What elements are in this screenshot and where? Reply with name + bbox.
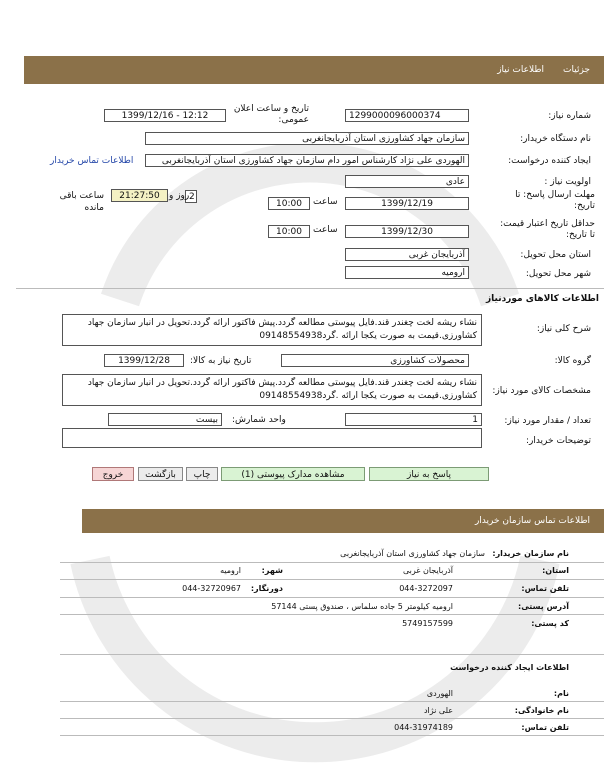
breadcrumb-root[interactable]: جزئیات: [563, 65, 590, 75]
spec-label: مشخصات کالای مورد نیاز:: [492, 386, 591, 396]
need-number-label: شماره نیاز:: [548, 111, 591, 121]
city-label: شهر محل تحویل:: [525, 269, 591, 279]
creator-name: الهوردی: [426, 689, 453, 698]
back-button[interactable]: بازگشت: [138, 467, 183, 481]
exit-button[interactable]: خروج: [92, 467, 134, 481]
contact-bar: [82, 509, 604, 533]
qty-label: تعداد / مقدار مورد نیاز:: [504, 416, 591, 426]
announce-label: تاریخ و ساعت اعلان عمومی:: [233, 104, 309, 125]
buyer-contact-link[interactable]: اطلاعات تماس خریدار: [50, 156, 134, 166]
desc-label: شرح کلی نیاز:: [536, 324, 591, 334]
days-label: روز و: [169, 191, 190, 201]
creator-name-label: نام:: [553, 689, 569, 698]
notes-label: توضیحات خریدار:: [525, 436, 591, 446]
divider: [16, 288, 604, 289]
creator-field: الهوردی علی نژاد کارشناس امور دام سازمان جهاد کشاورزی استان آذربایجانغربی: [145, 154, 469, 167]
page-header: [24, 56, 604, 84]
buyer-org-label: نام دستگاه خریدار:: [520, 134, 591, 144]
announce-field: 1399/12/16 - 12:12: [104, 109, 226, 122]
contact-postal: 5749157599: [402, 619, 453, 628]
contact-bar-title: اطلاعات تماس سازمان خریدار: [474, 516, 590, 526]
deadline-time-field: 10:00: [268, 197, 310, 210]
attachments-button[interactable]: مشاهده مدارک پیوستی (1): [221, 467, 365, 481]
priority-label: اولویت نیاز :: [544, 177, 591, 187]
unit-label: واحد شمارش:: [232, 415, 286, 425]
contact-address-label: آدرس پستی:: [518, 602, 569, 611]
goods-section-title: اطلاعات کالاهای موردنیاز: [485, 294, 599, 304]
contact-city-label: شهر:: [261, 566, 283, 575]
validity-time-field: 10:00: [268, 225, 310, 238]
need-date-label: تاریخ نیاز به کالا:: [190, 356, 252, 366]
contact-postal-label: کد پستی:: [531, 619, 569, 628]
need-date-field: 1399/12/28: [104, 354, 184, 367]
deadline-label: مهلت ارسال پاسخ: تا تاریخ:: [515, 190, 595, 211]
notes-field: [62, 428, 482, 448]
contact-city: ارومیه: [220, 566, 241, 575]
creator-phone: 044-31974189: [394, 723, 453, 732]
remaining-time-label: ساعت باقی مانده: [59, 191, 104, 213]
reply-button[interactable]: پاسخ به نیاز: [369, 467, 489, 481]
qty-field: 1: [345, 413, 482, 426]
contact-address: ارومیه کیلومتر 5 جاده سلماس ، صندوق پستی 57144: [271, 602, 453, 611]
breadcrumb-current: اطلاعات نیاز: [497, 65, 544, 75]
province-label: استان محل تحویل:: [520, 250, 591, 260]
group-field: محصولات کشاورزی: [281, 354, 469, 367]
creator-family: علی نژاد: [423, 706, 453, 715]
contact-phone: 044-3272097: [399, 584, 453, 593]
validity-label: حداقل تاریخ اعتبار قیمت: تا تاریخ:: [500, 219, 595, 240]
deadline-time-label: ساعت: [313, 197, 338, 207]
remaining-time-field: 21:27:50: [111, 189, 168, 202]
need-number-field: 1299000096000374: [345, 109, 469, 122]
desc-field: نشاء ریشه لخت چغندر قند.فایل پیوستی مطالعه گردد.پیش فاکتور ارائه گردد.تحویل در انبار سازمان جهاد کشاورزی.قیمت به صورت یکجا ارائه .گرد09148554938: [62, 314, 482, 346]
contact-province-label: استان:: [542, 566, 569, 575]
contact-org-label: نام سازمان خریدار:: [492, 549, 569, 558]
priority-field: عادی: [345, 175, 469, 188]
contact-phone-label: تلفن تماس:: [521, 584, 569, 593]
contact-province: آذربایجان غربی: [402, 566, 453, 575]
print-button[interactable]: چاپ: [186, 467, 218, 481]
validity-time-label: ساعت: [313, 225, 338, 235]
remaining-days-field: 2: [185, 190, 197, 203]
creator-family-label: نام خانوادگی:: [514, 706, 569, 715]
contact-fax-label: دورنگار:: [250, 584, 283, 593]
city-field: ارومیه: [345, 266, 469, 279]
creator-phone-label: تلفن تماس:: [521, 723, 569, 732]
spec-field: نشاء ریشه لخت چغندر قند.فایل پیوستی مطالعه گردد.پیش فاکتور ارائه گردد.تحویل در انبار سازمان جهاد کشاورزی.قیمت به صورت یکجا ارائه .گرد09148554938: [62, 374, 482, 406]
group-label: گروه کالا:: [554, 356, 591, 366]
province-field: آذربایجان غربی: [345, 248, 469, 261]
buyer-org-field: سازمان جهاد کشاورزی استان آذربایجانغربی: [145, 132, 469, 145]
creator-label: ایجاد کننده درخواست:: [508, 156, 591, 166]
contact-org: سازمان جهاد کشاورزی استان آذربایجانغربی: [340, 549, 485, 558]
creator-info-title: اطلاعات ایجاد کننده درخواست: [450, 663, 569, 672]
contact-fax: 044-32720967: [182, 584, 241, 593]
validity-date-field: 1399/12/30: [345, 225, 469, 238]
deadline-date-field: 1399/12/19: [345, 197, 469, 210]
unit-field: بیست: [108, 413, 222, 426]
